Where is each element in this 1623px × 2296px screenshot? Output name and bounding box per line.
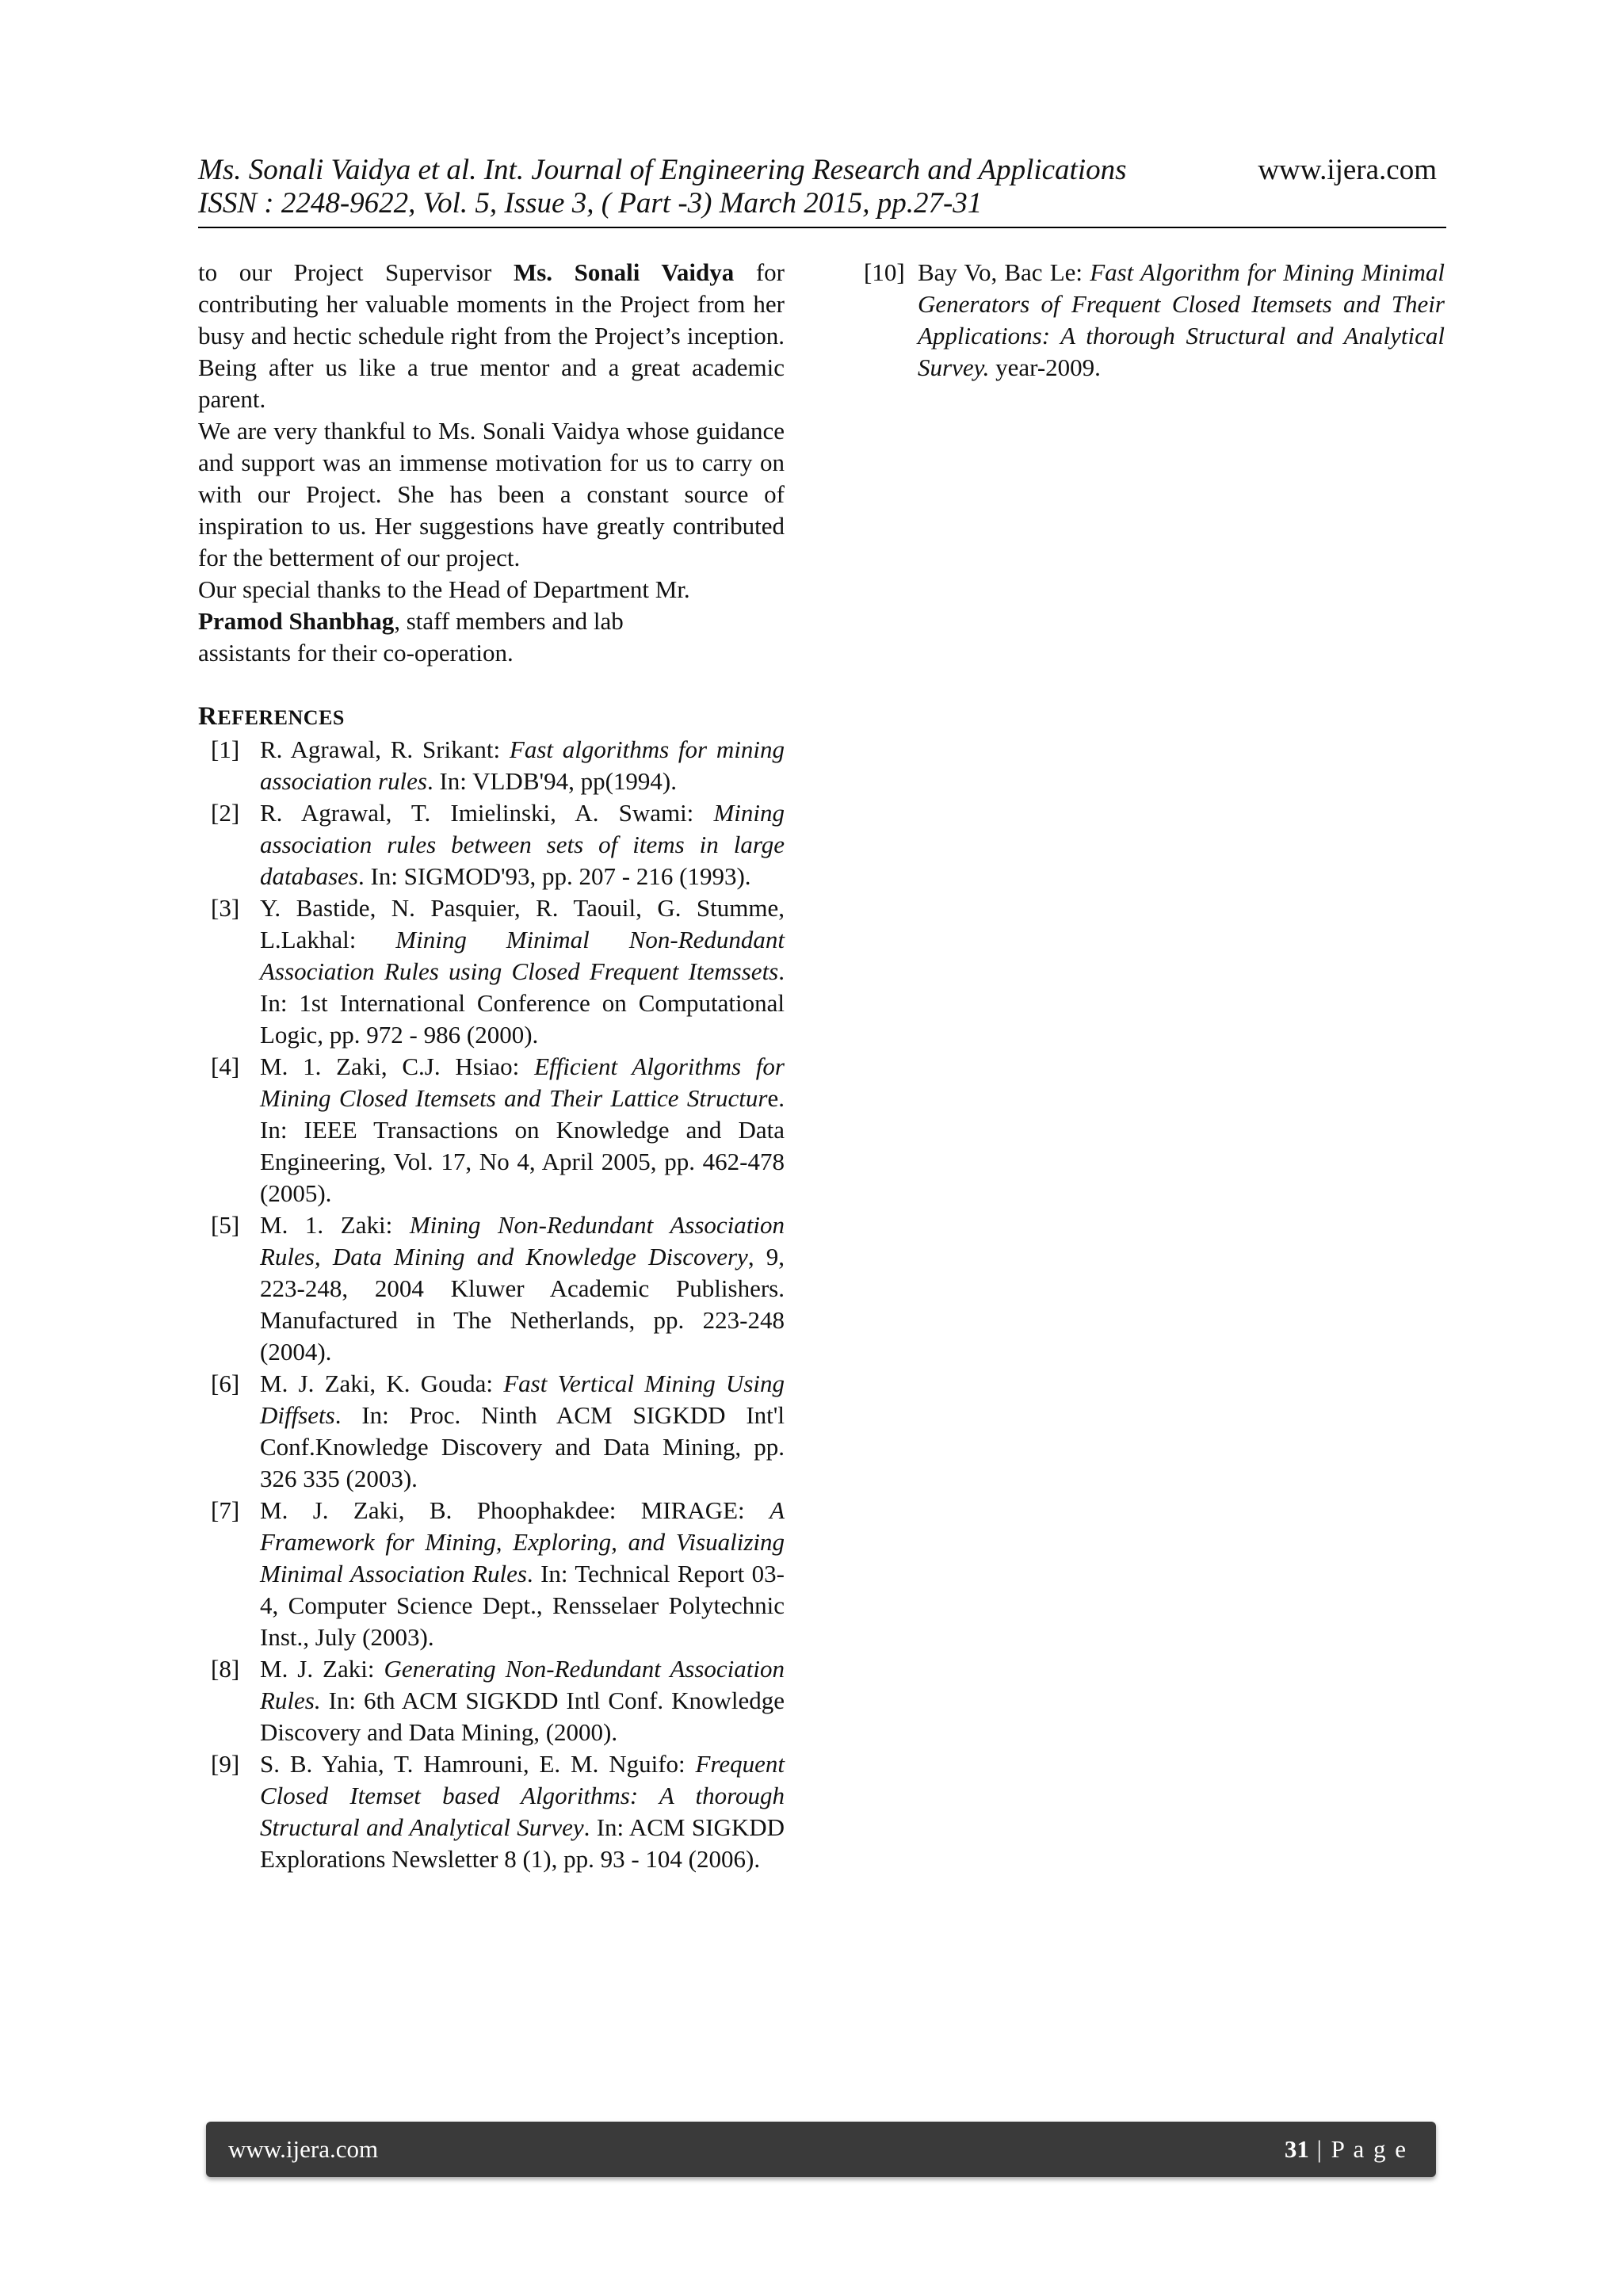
- running-header: [198, 154, 1446, 228]
- reference-source: . In: Technical Report 03-4, Computer Science Dept., Rensselaer Polytechnic Inst., July (2003).: [260, 1560, 785, 1651]
- reference-number: [8]: [211, 1655, 240, 1683]
- heading-rest: EFERENCES: [217, 706, 345, 729]
- reference-title: Mining association rules between sets of items in large databases: [260, 799, 785, 890]
- reference-number: [10]: [864, 258, 905, 286]
- reference-item: [198, 1653, 785, 1748]
- ack-paragraph-1: [198, 257, 785, 415]
- reference-source: , 9, 223-248, 2004 Kluwer Academic Publishers. Manufactured in The Netherlands, pp. 223-248 (2004).: [260, 1243, 785, 1366]
- reference-number: [9]: [211, 1750, 240, 1778]
- reference-authors: M. J. Zaki, K. Gouda:: [260, 1370, 504, 1397]
- header-site-link[interactable]: www.ijera.com: [1258, 154, 1437, 186]
- ack-paragraph-2: We are very thankful to Ms. Sonali Vaidya whose guidance and support was an immense motivation for us to carry on with our Project. She has been a constant source of inspiration to us. Her suggestions have greatly contributed for the betterment of our project.: [198, 417, 785, 571]
- reference-authors: M. J. Zaki, B. Phoophakdee: MIRAGE:: [260, 1496, 770, 1524]
- reference-authors: Y. Bastide, N. Pasquier, R. Taouil, G. Stumme, L.Lakhal:: [260, 894, 785, 953]
- hod-name: Pramod Shanbhag: [198, 607, 395, 635]
- reference-item: [198, 1209, 785, 1368]
- reference-authors: R. Agrawal, R. Srikant:: [260, 735, 510, 763]
- ack-text: assistants for their co-operation.: [198, 639, 514, 667]
- issn-line: ISSN : 2248-9622, Vol. 5, Issue 3, ( Part -3) March 2015, pp.27-31: [198, 187, 983, 220]
- reference-item: [198, 734, 785, 797]
- reference-title: Mining Non-Redundant Association Rules, Data Mining and Knowledge Discovery: [260, 1211, 785, 1270]
- page-number: [1285, 2133, 1407, 2166]
- reference-source: . In: Proc. Ninth ACM SIGKDD Int'l Conf.Knowledge Discovery and Data Mining, pp. 326 335 (2003).: [260, 1401, 785, 1492]
- reference-number: [5]: [211, 1211, 240, 1239]
- reference-title: Fast algorithms for mining association rules: [260, 735, 785, 795]
- reference-authors: M. 1. Zaki, C.J. Hsiao:: [260, 1052, 535, 1080]
- reference-authors: R. Agrawal, T. Imielinski, A. Swami:: [260, 799, 714, 827]
- reference-source: e. In: IEEE Transactions on Knowledge and Data Engineering, Vol. 17, No 4, April 2005, pp. 462-478 (2005).: [260, 1084, 785, 1207]
- reference-item: [864, 257, 1445, 384]
- reference-title: Fast Algorithm for Mining Minimal Generators of Frequent Closed Itemsets and Their Applications: A thorough Structural and Analytical Survey.: [918, 258, 1445, 381]
- reference-item: [198, 1051, 785, 1209]
- page-footer: [206, 2122, 1436, 2177]
- reference-authors: M. 1. Zaki:: [260, 1211, 410, 1239]
- page-number-value: 31: [1284, 2135, 1309, 2163]
- left-column: [198, 257, 785, 1875]
- reference-number: [1]: [211, 735, 240, 763]
- reference-authors: M. J. Zaki:: [260, 1655, 384, 1683]
- reference-number: [7]: [211, 1496, 240, 1524]
- ack-text: Our special thanks to the Head of Department Mr.: [198, 575, 690, 603]
- reference-item: [198, 1748, 785, 1875]
- reference-source: . In: SIGMOD'93, pp. 207 - 216 (1993).: [358, 862, 751, 890]
- right-column: [864, 257, 1445, 384]
- reference-title: Mining Minimal Non-Redundant Association Rules using Closed Frequent Itemssets: [260, 926, 785, 985]
- reference-item: [198, 892, 785, 1051]
- references-heading: [198, 701, 785, 734]
- heading-initial: R: [198, 702, 218, 731]
- reference-number: [2]: [211, 799, 240, 827]
- supervisor-name: Ms. Sonali Vaidya: [513, 258, 735, 286]
- ack-text: for contributing her valuable moments in the Project from her busy and hectic schedule right from the Project’s inception. Being after us like a true mentor and a great academic parent.: [198, 258, 785, 413]
- ack-text: , staff members and lab: [394, 607, 624, 635]
- reference-authors: Bay Vo, Bac Le:: [918, 258, 1090, 286]
- page-label: | P a g e: [1308, 2135, 1407, 2163]
- reference-title: Frequent Closed Itemset based Algorithms: A thorough Structural and Analytical Survey: [260, 1750, 785, 1841]
- reference-number: [3]: [211, 894, 240, 922]
- reference-title: Generating Non-Redundant Association Rules.: [260, 1655, 785, 1714]
- reference-source: . In: 1st International Conference on Computational Logic, pp. 972 - 986 (2000).: [260, 957, 785, 1049]
- reference-list-continued: [864, 257, 1445, 384]
- reference-list: [198, 734, 785, 1875]
- reference-number: [4]: [211, 1052, 240, 1080]
- reference-source: year-2009.: [989, 353, 1101, 381]
- reference-authors: S. B. Yahia, T. Hamrouni, E. M. Nguifo:: [260, 1750, 696, 1778]
- reference-source: . In: VLDB'94, pp(1994).: [426, 767, 677, 795]
- journal-citation-line: Ms. Sonali Vaidya et al. Int. Journal of Engineering Research and Applications: [198, 154, 1127, 186]
- reference-title: Efficient Algorithms for Mining Closed Itemsets and Their Lattice Structur: [260, 1052, 785, 1112]
- reference-title: A Framework for Mining, Exploring, and Visualizing Minimal Association Rules: [260, 1496, 785, 1587]
- reference-number: [6]: [211, 1370, 240, 1397]
- reference-item: [198, 1368, 785, 1495]
- reference-title: Fast Vertical Mining Using Diffsets: [260, 1370, 785, 1429]
- reference-source: . In: ACM SIGKDD Explorations Newsletter 8 (1), pp. 93 - 104 (2006).: [260, 1813, 785, 1873]
- ack-text: to our Project Supervisor: [198, 258, 514, 286]
- footer-site-link[interactable]: www.ijera.com: [228, 2135, 379, 2163]
- ack-paragraph-3: [198, 574, 785, 669]
- reference-item: [198, 797, 785, 892]
- reference-source: In: 6th ACM SIGKDD Intl Conf. Knowledge Discovery and Data Mining, (2000).: [260, 1687, 785, 1746]
- reference-item: [198, 1495, 785, 1653]
